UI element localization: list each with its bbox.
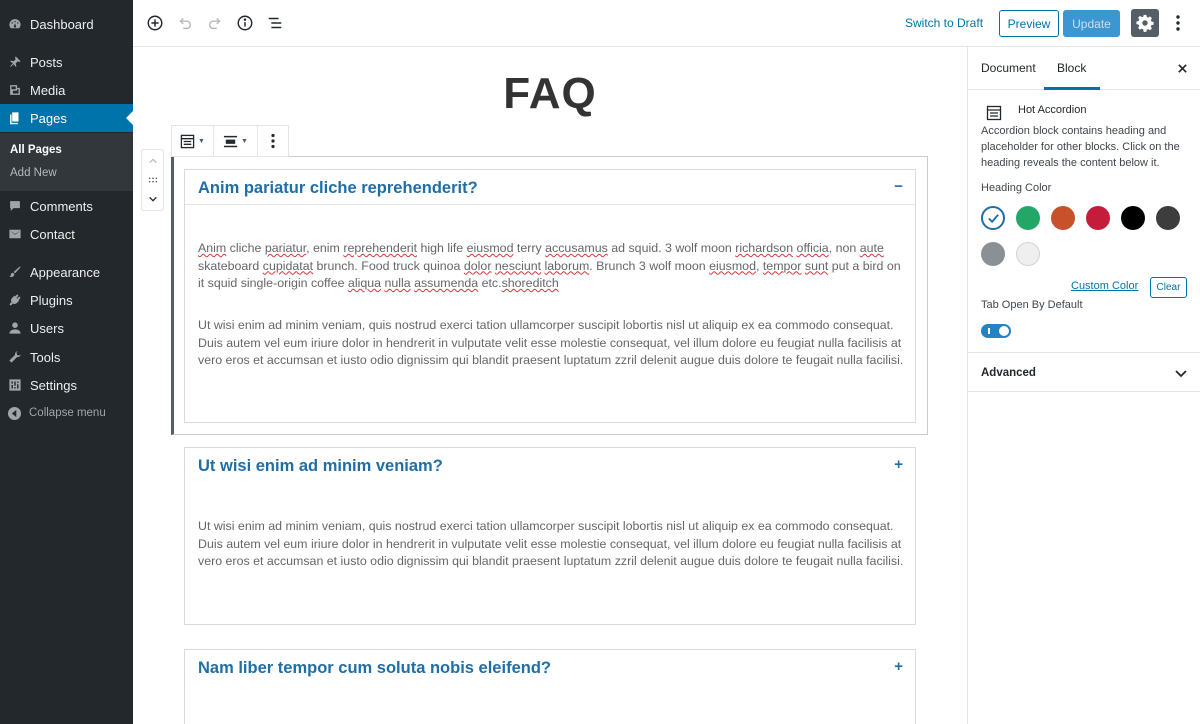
pages-icon: [8, 111, 22, 125]
vertical-ellipsis-icon: [271, 133, 275, 149]
misspelled-word: aute: [859, 241, 884, 255]
switch-to-draft-link[interactable]: Switch to Draft: [905, 16, 984, 30]
accordion-paragraph[interactable]: Ut wisi enim ad minim veniam, quis nostrud exerci tation ullamcorper suscipit lobortis nisl ut aliquip ex ea commodo consequat. Duis autem vel eum iriure dolor in hendrerit in vulputate velit esse molestie consequat, vel illum dolore eu feugiat nulla facilisis at vero eros et accumsan et iusto odio dignissim qui blandit praesent luptatum zzril delenit augue duis dolore te feugait nulla facilisi.: [198, 519, 904, 569]
pin-icon: [8, 55, 22, 69]
accordion-paragraph[interactable]: Anim cliche pariatur, enim reprehenderit high life eiusmod terry accusamus ad squid. 3 wolf moon richardson officia, non aute skateboard cupidatat brunch. Food truck quinoa dolor nesciunt laborum. Brunch 3 wolf moon eiusmod, tempor sunt put a bird on it squid single-origin coffee aliqua nulla assumenda etc.shoreditch: [198, 241, 901, 291]
drag-handle-icon[interactable]: [142, 170, 163, 190]
color-swatch[interactable]: [1016, 242, 1040, 266]
toggle-on-mark: [988, 328, 990, 334]
tab-block[interactable]: Block: [1057, 61, 1087, 75]
block-toolbar: [171, 125, 289, 157]
toggle-knob: [999, 326, 1009, 336]
accordion-heading[interactable]: [185, 448, 915, 483]
clear-color-button[interactable]: Clear: [1150, 277, 1187, 298]
pages-submenu: [0, 133, 133, 191]
custom-color-link[interactable]: Custom Color: [1071, 280, 1139, 292]
accordion-block-icon: [986, 105, 1002, 121]
admin-sidebar: [0, 0, 133, 724]
dashboard-icon: [8, 17, 22, 31]
menu-media[interactable]: [0, 76, 133, 104]
misspelled-word: accusamus: [545, 241, 608, 255]
menu-media-label: Media: [30, 82, 66, 98]
menu-contact-label: Contact: [30, 226, 75, 242]
menu-dashboard[interactable]: [0, 10, 133, 38]
color-swatch[interactable]: [1156, 206, 1180, 230]
submenu-add-new[interactable]: Add New: [10, 167, 57, 179]
heading-color-label: Heading Color: [981, 182, 1052, 194]
menu-pages[interactable]: [0, 104, 133, 132]
collapse-icon[interactable]: −: [894, 178, 903, 195]
tab-open-label: Tab Open By Default: [981, 299, 1083, 311]
caret-down-icon: ▼: [198, 137, 205, 145]
accordion-title[interactable]: Nam liber tempor cum soluta nobis eleifend?: [198, 659, 551, 677]
block-mover: [141, 149, 164, 211]
editor-top-toolbar: [133, 0, 1200, 47]
accordion-paragraph[interactable]: Ut wisi enim ad minim veniam, quis nostrud exerci tation ullamcorper suscipit lobortis nisl ut aliquip ex ea commodo consequat. Duis autem vel eum iriure dolor in hendrerit in vulputate velit esse molestie consequat, vel illum dolore eu feugiat nulla facilisis at vero eros et accumsan et iusto odio dignissim qui blandit praesent luptatum zzril delenit augue duis dolore te feugait nulla facilisi.: [198, 318, 904, 368]
accordion-block-icon: [180, 134, 195, 149]
expand-icon[interactable]: +: [894, 456, 903, 473]
color-swatch[interactable]: [1016, 206, 1040, 230]
accordion-item: [184, 169, 916, 423]
envelope-icon: [8, 227, 22, 241]
settings-sliders-icon: [8, 378, 22, 392]
menu-settings[interactable]: [0, 371, 133, 399]
editor-canvas: [133, 47, 967, 724]
page-title[interactable]: FAQ: [503, 69, 597, 118]
misspelled-word: Anim: [198, 241, 227, 255]
accordion-item: [184, 649, 916, 724]
color-swatch[interactable]: [1086, 206, 1110, 230]
settings-toggle-button[interactable]: [1131, 9, 1159, 37]
color-swatch-selected[interactable]: [981, 206, 1005, 230]
user-icon: [8, 321, 22, 335]
misspelled-word: assumenda: [414, 276, 479, 291]
current-menu-arrow: [126, 111, 133, 125]
menu-comments-label: Comments: [30, 198, 93, 214]
accordion-heading[interactable]: [185, 170, 915, 205]
caret-down-icon: ▼: [241, 137, 248, 145]
block-switcher[interactable]: [172, 126, 214, 156]
align-center-icon: [223, 134, 238, 149]
color-swatch[interactable]: [981, 242, 1005, 266]
wrench-icon: [8, 350, 22, 364]
block-more-options[interactable]: [258, 126, 288, 156]
gear-icon: [1136, 14, 1154, 32]
menu-appearance[interactable]: [0, 258, 133, 286]
misspelled-word: aliqua: [347, 276, 381, 291]
misspelled-word: reprehenderit: [343, 241, 418, 255]
active-tab-indicator: [1044, 87, 1100, 90]
misspelled-word: nulla: [384, 276, 411, 291]
color-swatch[interactable]: [1121, 206, 1145, 230]
advanced-label: Advanced: [981, 367, 1036, 379]
menu-tools[interactable]: [0, 343, 133, 371]
tab-document[interactable]: Document: [981, 61, 1036, 75]
chevron-down-icon: [1174, 366, 1188, 380]
submenu-all-pages[interactable]: All Pages: [10, 144, 62, 156]
checkmark-icon: [987, 212, 1000, 225]
paintbrush-icon: [8, 265, 22, 279]
media-icon: [8, 83, 22, 97]
advanced-panel-toggle[interactable]: [968, 352, 1200, 392]
menu-collapse[interactable]: [0, 399, 133, 427]
info-icon[interactable]: [235, 13, 255, 33]
alignment-control[interactable]: [214, 126, 258, 156]
menu-dashboard-label: Dashboard: [30, 16, 94, 32]
menu-contact[interactable]: [0, 220, 133, 248]
sidebar-tabs: [968, 47, 1200, 90]
close-icon[interactable]: [1175, 61, 1189, 75]
misspelled-word: tempor: [762, 258, 802, 273]
misspelled-word: eiusmod: [466, 241, 514, 255]
accordion-title[interactable]: Ut wisi enim ad minim veniam?: [198, 457, 443, 475]
redo-icon[interactable]: [205, 13, 225, 33]
block-description: Accordion block contains heading and placeholder for other blocks. Click on the heading reveals the content below it.: [981, 125, 1180, 169]
misspelled-word: nesciunt: [494, 258, 542, 273]
menu-settings-label: Settings: [30, 377, 77, 393]
expand-icon[interactable]: +: [894, 658, 903, 675]
tab-open-toggle[interactable]: [981, 324, 1011, 338]
accordion-heading[interactable]: [185, 650, 915, 685]
more-options-icon[interactable]: [1169, 13, 1187, 33]
comment-icon: [8, 199, 22, 213]
color-swatch[interactable]: [1051, 206, 1075, 230]
misspelled-word: dolor: [463, 258, 492, 273]
settings-sidebar: [967, 47, 1200, 724]
update-button[interactable]: Update: [1063, 10, 1120, 37]
plug-icon: [8, 293, 22, 307]
accordion-item: [184, 447, 916, 625]
misspelled-word: laborum: [544, 258, 590, 273]
misspelled-word: pariatur: [264, 241, 307, 255]
menu-appearance-label: Appearance: [30, 264, 101, 280]
menu-collapse-label: Collapse menu: [29, 407, 106, 419]
block-navigation-icon[interactable]: [265, 13, 285, 33]
menu-users[interactable]: [0, 314, 133, 342]
accordion-title[interactable]: Anim pariatur cliche reprehenderit?: [198, 179, 478, 197]
menu-posts-label: Posts: [30, 54, 63, 70]
misspelled-word: richardson: [735, 241, 794, 255]
misspelled-word: eiusmod: [709, 258, 756, 273]
misspelled-word: officia: [796, 241, 829, 255]
misspelled-word: shoreditch: [501, 276, 559, 291]
menu-pages-label: Pages: [30, 110, 67, 126]
menu-tools-label: Tools: [30, 349, 61, 365]
misspelled-word: cupidatat: [262, 258, 314, 273]
block-name: Hot Accordion: [1018, 104, 1087, 116]
move-down-icon[interactable]: [142, 189, 163, 209]
misspelled-word: sunt: [804, 258, 829, 273]
collapse-arrow-icon: [8, 407, 21, 420]
undo-icon[interactable]: [175, 13, 195, 33]
preview-button[interactable]: Preview: [999, 10, 1059, 37]
add-block-icon[interactable]: [145, 13, 165, 33]
menu-comments[interactable]: [0, 192, 133, 220]
move-up-icon[interactable]: [142, 151, 163, 171]
menu-plugins[interactable]: [0, 286, 133, 314]
menu-users-label: Users: [30, 320, 64, 336]
menu-plugins-label: Plugins: [30, 292, 73, 308]
menu-posts[interactable]: [0, 48, 133, 76]
